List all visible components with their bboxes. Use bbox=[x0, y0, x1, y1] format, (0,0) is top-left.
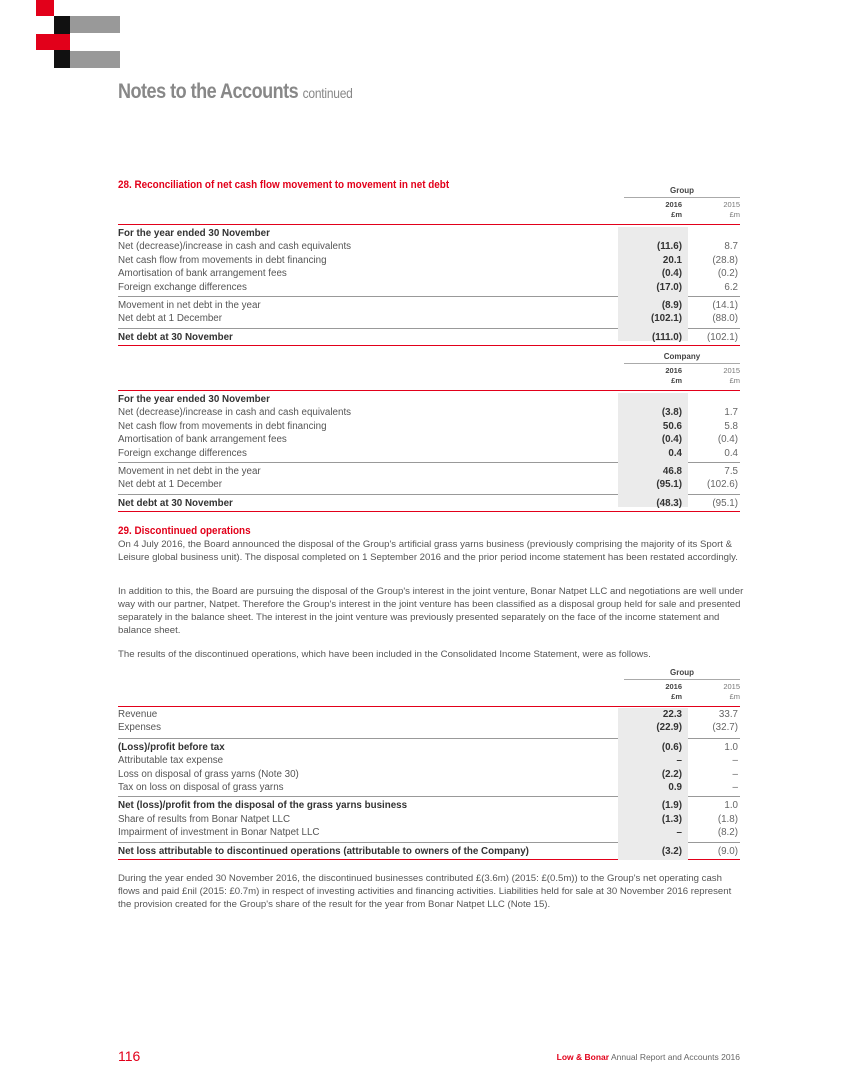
column-year-2016: 2016 £m bbox=[665, 200, 682, 219]
column-year-2016: 2016 £m bbox=[665, 366, 682, 385]
table-row: For the year ended 30 November bbox=[118, 228, 270, 239]
table-row: Amortisation of bank arrangement fees (0.4) (0.2) bbox=[118, 268, 738, 280]
net-debt-group-table bbox=[118, 184, 740, 346]
table-row: Expenses (22.9) (32.7) bbox=[118, 722, 738, 734]
paragraph: On 4 July 2016, the Board announced the disposal of the Group's artificial grass yarns business (previously comprising the majority of its Sport & Leisure global business unit). The disposal completed on 1 September 2016 and the prior period income statement has been restated accordingly. bbox=[118, 539, 738, 563]
page-title-continued: continued bbox=[302, 85, 353, 101]
table-row: (Loss)/profit before tax (0.6) 1.0 bbox=[118, 741, 738, 753]
column-year-2016: 2016 £m bbox=[665, 682, 682, 701]
page-number: 116 bbox=[118, 1048, 141, 1064]
table-row: Movement in net debt in the year 46.8 7.5 bbox=[118, 465, 738, 477]
table-total-row: Net debt at 30 November (111.0) (102.1) bbox=[118, 331, 738, 343]
company-logo bbox=[36, 0, 120, 68]
note-29-title: 29. Discontinued operations bbox=[118, 525, 251, 537]
table-row: Loss on disposal of grass yarns (Note 30) (2.2) – bbox=[118, 768, 738, 780]
column-year-2015: 2015 £m bbox=[723, 682, 740, 701]
paragraph: In addition to this, the Board are pursuing the disposal of the Group's interest in the joint venture, Bonar Natpet LLC and negotiations are well under way with our partner, Natpet. Therefore the Group's interest in the joint venture has been classified as a disposal group held for sale and presented separately in the balance sheet. The interest in the joint venture was previously presented separately on the face of the income statement and balance sheet. bbox=[118, 586, 744, 636]
table-row: Net cash flow from movements in debt financing 20.1 (28.8) bbox=[118, 254, 738, 266]
note-28-title: 28. Reconciliation of net cash flow movement to movement in net debt bbox=[118, 179, 450, 191]
table-row: Net debt at 1 December (95.1) (102.6) bbox=[118, 479, 738, 491]
discontinued-operations-table bbox=[118, 666, 740, 860]
column-group-heading: Company bbox=[663, 352, 701, 361]
table-row: Impairment of investment in Bonar Natpet LLC – (8.2) bbox=[118, 827, 738, 839]
paragraph: During the year ended 30 November 2016, the discontinued businesses contributed £(3.6m) (2015: £(0.5m)) to the Group's net operating cash flows and paid £nil (2015: £0.7m) in respect of investing activities and financing activities. Liabilities held for sale at 30 November 2016 represent the provision created for the Group's share of the result for the year from Bonar Natpet LLC (Note 15). bbox=[118, 873, 732, 910]
table-row: Foreign exchange differences 0.4 0.4 bbox=[118, 447, 738, 459]
page-title-text: Notes to the Accounts bbox=[118, 80, 299, 103]
table-row: Net debt at 1 December (102.1) (88.0) bbox=[118, 313, 738, 325]
table-row: Movement in net debt in the year (8.9) (14.1) bbox=[118, 299, 738, 311]
footer-report: Annual Report and Accounts 2016 bbox=[609, 1052, 740, 1062]
table-row: Revenue 22.3 33.7 bbox=[118, 709, 738, 720]
footer-brand: Low & Bonar bbox=[556, 1052, 610, 1062]
column-year-2015: 2015 £m bbox=[723, 366, 740, 385]
net-debt-company-table bbox=[118, 350, 740, 512]
table-row: Foreign exchange differences (17.0) 6.2 bbox=[118, 281, 738, 293]
table-row: Net (loss)/profit from the disposal of the grass yarns business (1.9) 1.0 bbox=[118, 800, 738, 812]
page-title bbox=[118, 80, 353, 104]
table-row: Net (decrease)/increase in cash and cash equivalents (3.8) 1.7 bbox=[118, 407, 738, 419]
table-row: Share of results from Bonar Natpet LLC (1.3) (1.8) bbox=[118, 813, 738, 825]
table-total-row: Net loss attributable to discontinued operations (attributable to owners of the Company) (3.2) (9.0) bbox=[118, 845, 738, 857]
footer-report-title bbox=[557, 1052, 740, 1062]
column-group-heading: Group bbox=[670, 668, 694, 677]
table-row: Amortisation of bank arrangement fees (0.4) (0.4) bbox=[118, 434, 738, 446]
table-row: Net cash flow from movements in debt financing 50.6 5.8 bbox=[118, 420, 738, 432]
table-row: For the year ended 30 November bbox=[118, 394, 270, 405]
table-row: Attributable tax expense – – bbox=[118, 755, 738, 767]
table-total-row: Net debt at 30 November (48.3) (95.1) bbox=[118, 497, 738, 509]
column-group-heading: Group bbox=[670, 186, 694, 195]
table-row: Net (decrease)/increase in cash and cash equivalents (11.6) 8.7 bbox=[118, 241, 738, 253]
table-row: Tax on loss on disposal of grass yarns 0.9 – bbox=[118, 781, 738, 793]
column-year-2015: 2015 £m bbox=[723, 200, 740, 219]
paragraph: The results of the discontinued operations, which have been included in the Consolidated Income Statement, were as follows. bbox=[118, 649, 651, 660]
